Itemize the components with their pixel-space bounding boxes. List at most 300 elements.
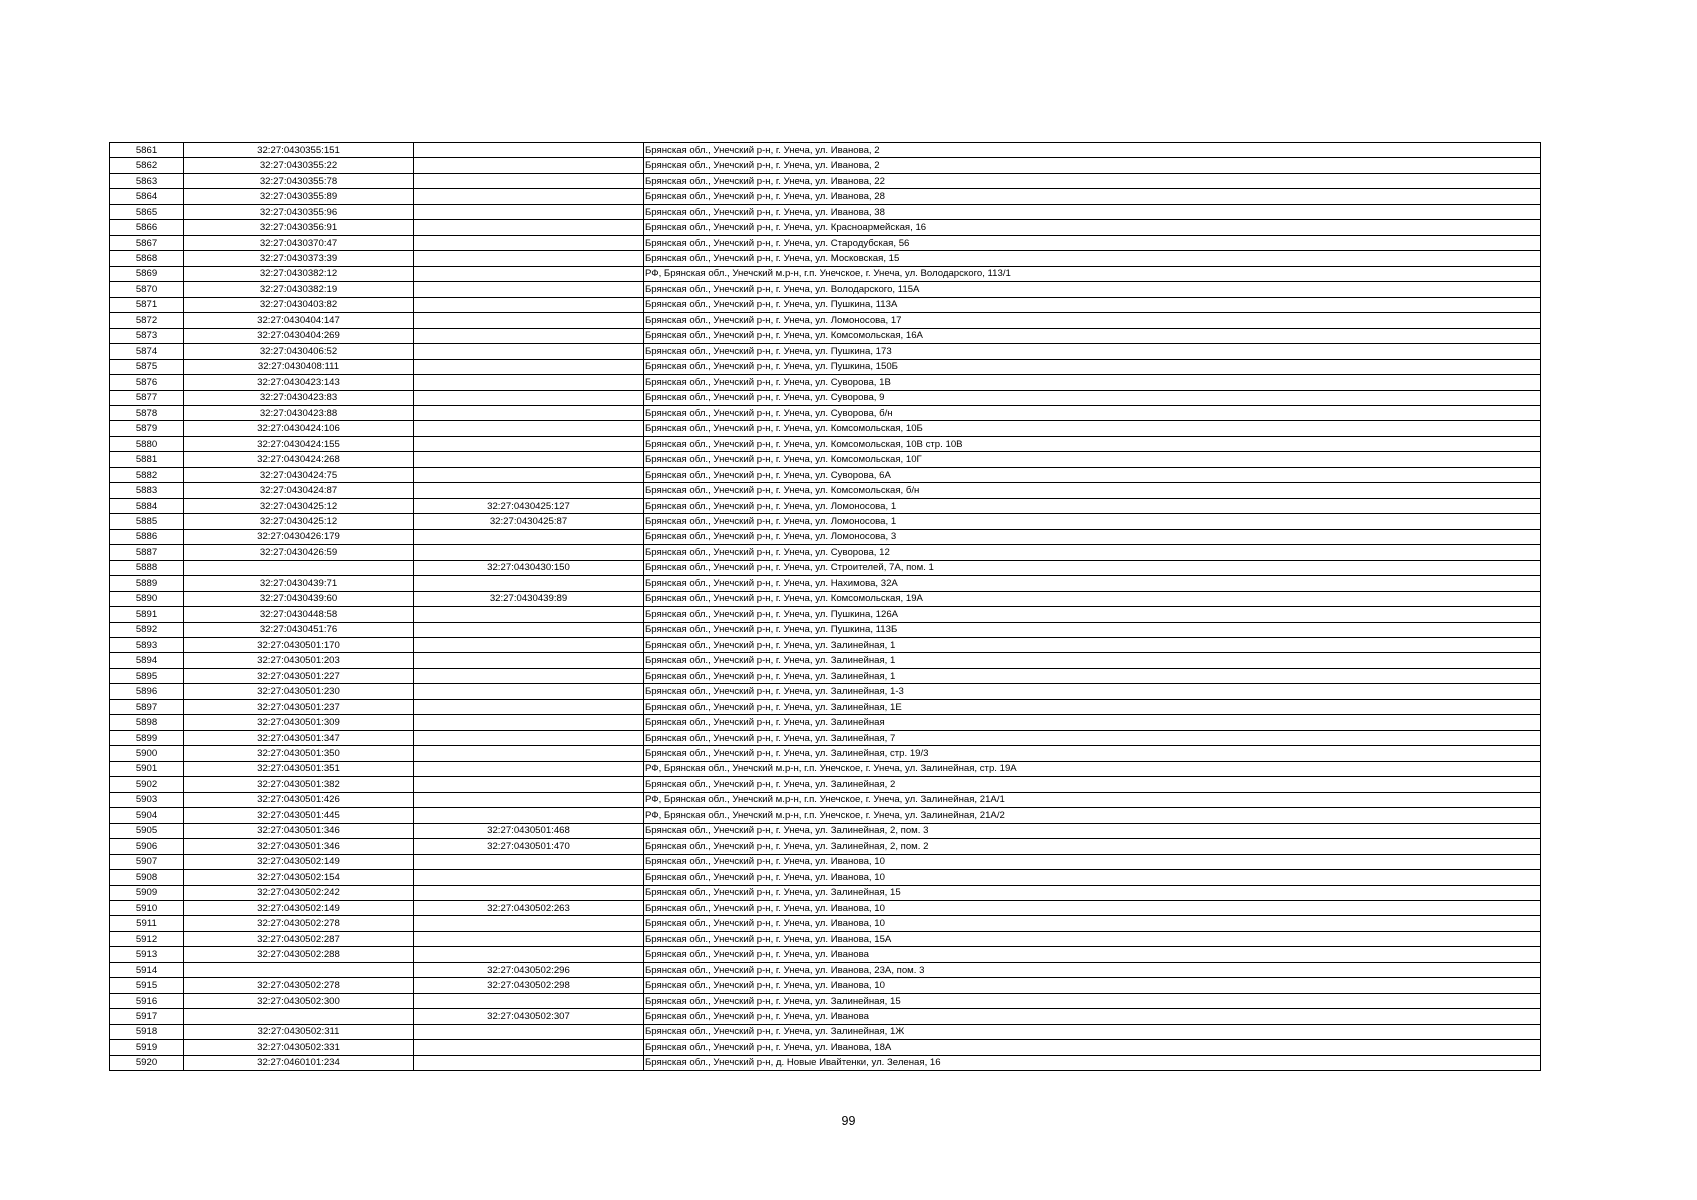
cadastral-number-cell: 32:27:0430448:58 bbox=[184, 607, 414, 622]
row-number-cell: 5865 bbox=[110, 204, 184, 219]
row-number-cell: 5899 bbox=[110, 730, 184, 745]
cadastral-number-cell: 32:27:0430370:47 bbox=[184, 235, 414, 250]
row-number-cell: 5907 bbox=[110, 854, 184, 869]
row-number-cell: 5864 bbox=[110, 189, 184, 204]
row-number-cell: 5891 bbox=[110, 607, 184, 622]
row-number-cell: 5902 bbox=[110, 777, 184, 792]
related-cadastral-number-cell bbox=[414, 452, 644, 467]
address-cell: Брянская обл., Унечский р-н, г. Унеча, ул. Иванова, 22 bbox=[644, 173, 1541, 188]
cadastral-number-cell: 32:27:0430501:382 bbox=[184, 777, 414, 792]
table-row bbox=[110, 390, 1541, 405]
related-cadastral-number-cell: 32:27:0430425:127 bbox=[414, 498, 644, 513]
related-cadastral-number-cell bbox=[414, 235, 644, 250]
address-cell: Брянская обл., Унечский р-н, г. Унеча, ул. Суворова, 12 bbox=[644, 545, 1541, 560]
related-cadastral-number-cell bbox=[414, 870, 644, 885]
related-cadastral-number-cell bbox=[414, 313, 644, 328]
related-cadastral-number-cell bbox=[414, 189, 644, 204]
related-cadastral-number-cell bbox=[414, 173, 644, 188]
table-row bbox=[110, 900, 1541, 915]
related-cadastral-number-cell bbox=[414, 390, 644, 405]
row-number-cell: 5872 bbox=[110, 313, 184, 328]
table-row bbox=[110, 1009, 1541, 1024]
table-row bbox=[110, 359, 1541, 374]
address-cell: Брянская обл., Унечский р-н, г. Унеча, ул. Нахимова, 32А bbox=[644, 576, 1541, 591]
related-cadastral-number-cell: 32:27:0430501:468 bbox=[414, 823, 644, 838]
address-cell: Брянская обл., Унечский р-н, г. Унеча, ул. Залинейная, 1Е bbox=[644, 699, 1541, 714]
table-row bbox=[110, 916, 1541, 931]
related-cadastral-number-cell bbox=[414, 344, 644, 359]
cadastral-number-cell: 32:27:0430502:278 bbox=[184, 978, 414, 993]
table-row bbox=[110, 978, 1541, 993]
address-cell: РФ, Брянская обл., Унечский м.р-н, г.п. Унечское, г. Унеча, ул. Володарского, 113/1 bbox=[644, 266, 1541, 281]
related-cadastral-number-cell bbox=[414, 699, 644, 714]
address-cell: Брянская обл., Унечский р-н, г. Унеча, ул. Залинейная, 15 bbox=[644, 993, 1541, 1008]
cadastral-number-cell: 32:27:0430502:311 bbox=[184, 1024, 414, 1039]
address-cell: Брянская обл., Унечский р-н, г. Унеча, ул. Пушкина, 113А bbox=[644, 297, 1541, 312]
related-cadastral-number-cell bbox=[414, 916, 644, 931]
table-row bbox=[110, 576, 1541, 591]
row-number-cell: 5875 bbox=[110, 359, 184, 374]
cadastral-number-cell: 32:27:0430425:12 bbox=[184, 498, 414, 513]
related-cadastral-number-cell bbox=[414, 746, 644, 761]
table-row bbox=[110, 436, 1541, 451]
cadastral-number-cell: 32:27:0430501:346 bbox=[184, 839, 414, 854]
cadastral-number-cell: 32:27:0430501:230 bbox=[184, 684, 414, 699]
related-cadastral-number-cell: 32:27:0430439:89 bbox=[414, 591, 644, 606]
table-row bbox=[110, 235, 1541, 250]
cadastral-number-cell: 32:27:0430403:82 bbox=[184, 297, 414, 312]
cadastral-number-cell: 32:27:0430382:12 bbox=[184, 266, 414, 281]
cadastral-number-cell: 32:27:0430424:106 bbox=[184, 421, 414, 436]
cadastral-number-cell: 32:27:0430424:87 bbox=[184, 483, 414, 498]
cadastral-number-cell: 32:27:0430355:96 bbox=[184, 204, 414, 219]
row-number-cell: 5887 bbox=[110, 545, 184, 560]
table-row bbox=[110, 808, 1541, 823]
cadastral-number-cell: 32:27:0430426:179 bbox=[184, 529, 414, 544]
address-cell: Брянская обл., Унечский р-н, г. Унеча, ул. Иванова, 38 bbox=[644, 204, 1541, 219]
table-row bbox=[110, 746, 1541, 761]
cadastral-number-cell: 32:27:0430426:59 bbox=[184, 545, 414, 560]
related-cadastral-number-cell: 32:27:0430502:296 bbox=[414, 962, 644, 977]
cadastral-number-cell: 32:27:0430355:151 bbox=[184, 143, 414, 158]
row-number-cell: 5892 bbox=[110, 622, 184, 637]
related-cadastral-number-cell bbox=[414, 607, 644, 622]
table-row bbox=[110, 560, 1541, 575]
address-cell: Брянская обл., Унечский р-н, г. Унеча, ул. Иванова, 18А bbox=[644, 1040, 1541, 1055]
row-number-cell: 5912 bbox=[110, 931, 184, 946]
row-number-cell: 5897 bbox=[110, 699, 184, 714]
related-cadastral-number-cell bbox=[414, 467, 644, 482]
related-cadastral-number-cell bbox=[414, 251, 644, 266]
address-cell: Брянская обл., Унечский р-н, г. Унеча, ул. Московская, 15 bbox=[644, 251, 1541, 266]
cadastral-number-cell: 32:27:0430451:76 bbox=[184, 622, 414, 637]
address-cell: Брянская обл., Унечский р-н, г. Унеча, ул. Иванова, 28 bbox=[644, 189, 1541, 204]
cadastral-number-cell: 32:27:0430425:12 bbox=[184, 514, 414, 529]
address-cell: Брянская обл., Унечский р-н, г. Унеча, ул. Пушкина, 113Б bbox=[644, 622, 1541, 637]
address-cell: Брянская обл., Унечский р-н, г. Унеча, ул. Залинейная, 1 bbox=[644, 653, 1541, 668]
address-cell: Брянская обл., Унечский р-н, г. Унеча, ул. Залинейная bbox=[644, 715, 1541, 730]
related-cadastral-number-cell: 32:27:0430502:307 bbox=[414, 1009, 644, 1024]
table-row bbox=[110, 653, 1541, 668]
related-cadastral-number-cell bbox=[414, 204, 644, 219]
table-row bbox=[110, 375, 1541, 390]
related-cadastral-number-cell bbox=[414, 143, 644, 158]
address-cell: РФ, Брянская обл., Унечский м.р-н, г.п. Унечское, г. Унеча, ул. Залинейная, стр. 19А bbox=[644, 761, 1541, 776]
address-cell: РФ, Брянская обл., Унечский м.р-н, г.п. Унечское, г. Унеча, ул. Залинейная, 21А/2 bbox=[644, 808, 1541, 823]
related-cadastral-number-cell: 32:27:0430425:87 bbox=[414, 514, 644, 529]
row-number-cell: 5878 bbox=[110, 405, 184, 420]
table-row bbox=[110, 638, 1541, 653]
cadastral-number-cell: 32:27:0430424:268 bbox=[184, 452, 414, 467]
row-number-cell: 5861 bbox=[110, 143, 184, 158]
cadastral-number-cell: 32:27:0430501:170 bbox=[184, 638, 414, 653]
table-row bbox=[110, 529, 1541, 544]
table-row bbox=[110, 962, 1541, 977]
row-number-cell: 5915 bbox=[110, 978, 184, 993]
related-cadastral-number-cell bbox=[414, 266, 644, 281]
row-number-cell: 5896 bbox=[110, 684, 184, 699]
address-cell: Брянская обл., Унечский р-н, г. Унеча, ул. Строителей, 7А, пом. 1 bbox=[644, 560, 1541, 575]
address-cell: Брянская обл., Унечский р-н, г. Унеча, ул. Ломоносова, 3 bbox=[644, 529, 1541, 544]
row-number-cell: 5885 bbox=[110, 514, 184, 529]
cadastral-number-cell: 32:27:0430355:22 bbox=[184, 158, 414, 173]
address-cell: Брянская обл., Унечский р-н, г. Унеча, ул. Иванова, 10 bbox=[644, 978, 1541, 993]
related-cadastral-number-cell bbox=[414, 1024, 644, 1039]
address-cell: Брянская обл., Унечский р-н, г. Унеча, ул. Иванова, 2 bbox=[644, 143, 1541, 158]
cadastral-number-cell: 32:27:0430404:147 bbox=[184, 313, 414, 328]
table-row bbox=[110, 699, 1541, 714]
cadastral-number-cell: 32:27:0430501:426 bbox=[184, 792, 414, 807]
address-cell: Брянская обл., Унечский р-н, г. Унеча, ул. Суворова, 6А bbox=[644, 467, 1541, 482]
cadastral-number-cell: 32:27:0430501:347 bbox=[184, 730, 414, 745]
row-number-cell: 5916 bbox=[110, 993, 184, 1008]
row-number-cell: 5890 bbox=[110, 591, 184, 606]
cadastral-number-cell: 32:27:0430439:60 bbox=[184, 591, 414, 606]
related-cadastral-number-cell bbox=[414, 483, 644, 498]
cadastral-number-cell: 32:27:0430501:351 bbox=[184, 761, 414, 776]
related-cadastral-number-cell bbox=[414, 529, 644, 544]
row-number-cell: 5868 bbox=[110, 251, 184, 266]
cadastral-number-cell: 32:27:0430356:91 bbox=[184, 220, 414, 235]
address-cell: Брянская обл., Унечский р-н, г. Унеча, ул. Залинейная, 1Ж bbox=[644, 1024, 1541, 1039]
table-row bbox=[110, 993, 1541, 1008]
row-number-cell: 5900 bbox=[110, 746, 184, 761]
row-number-cell: 5871 bbox=[110, 297, 184, 312]
cadastral-number-cell: 32:27:0430502:278 bbox=[184, 916, 414, 931]
table-row bbox=[110, 251, 1541, 266]
table-row bbox=[110, 885, 1541, 900]
cadastral-number-cell bbox=[184, 560, 414, 575]
address-cell: Брянская обл., Унечский р-н, г. Унеча, ул. Залинейная, 1 bbox=[644, 668, 1541, 683]
cadastral-number-cell: 32:27:0430501:203 bbox=[184, 653, 414, 668]
related-cadastral-number-cell: 32:27:0430501:470 bbox=[414, 839, 644, 854]
address-cell: Брянская обл., Унечский р-н, г. Унеча, ул. Залинейная, 2 bbox=[644, 777, 1541, 792]
address-cell: Брянская обл., Унечский р-н, г. Унеча, ул. Залинейная, 2, пом. 3 bbox=[644, 823, 1541, 838]
table-row bbox=[110, 421, 1541, 436]
cadastral-number-cell bbox=[184, 962, 414, 977]
row-number-cell: 5909 bbox=[110, 885, 184, 900]
address-cell: Брянская обл., Унечский р-н, г. Унеча, ул. Пушкина, 150Б bbox=[644, 359, 1541, 374]
related-cadastral-number-cell bbox=[414, 777, 644, 792]
related-cadastral-number-cell bbox=[414, 854, 644, 869]
table-row bbox=[110, 344, 1541, 359]
related-cadastral-number-cell bbox=[414, 730, 644, 745]
table-row bbox=[110, 591, 1541, 606]
address-cell: Брянская обл., Унечский р-н, г. Унеча, ул. Иванова, 15А bbox=[644, 931, 1541, 946]
table-row bbox=[110, 1040, 1541, 1055]
table-row bbox=[110, 328, 1541, 343]
row-number-cell: 5879 bbox=[110, 421, 184, 436]
cadastral-number-cell: 32:27:0430424:75 bbox=[184, 467, 414, 482]
address-cell: Брянская обл., Унечский р-н, г. Унеча, ул. Иванова bbox=[644, 1009, 1541, 1024]
related-cadastral-number-cell bbox=[414, 405, 644, 420]
address-cell: Брянская обл., Унечский р-н, г. Унеча, ул. Суворова, 9 bbox=[644, 390, 1541, 405]
table-row bbox=[110, 483, 1541, 498]
row-number-cell: 5905 bbox=[110, 823, 184, 838]
cadastral-number-cell: 32:27:0430502:149 bbox=[184, 900, 414, 915]
table-row bbox=[110, 467, 1541, 482]
row-number-cell: 5869 bbox=[110, 266, 184, 281]
row-number-cell: 5874 bbox=[110, 344, 184, 359]
table-row bbox=[110, 204, 1541, 219]
address-cell: Брянская обл., Унечский р-н, д. Новые Ивайтенки, ул. Зеленая, 16 bbox=[644, 1055, 1541, 1070]
row-number-cell: 5880 bbox=[110, 436, 184, 451]
cadastral-number-cell: 32:27:0460101:234 bbox=[184, 1055, 414, 1070]
address-cell: Брянская обл., Унечский р-н, г. Унеча, ул. Комсомольская, 10В стр. 10В bbox=[644, 436, 1541, 451]
cadastral-number-cell: 32:27:0430423:88 bbox=[184, 405, 414, 420]
row-number-cell: 5918 bbox=[110, 1024, 184, 1039]
address-cell: Брянская обл., Унечский р-н, г. Унеча, ул. Залинейная, 7 bbox=[644, 730, 1541, 745]
row-number-cell: 5914 bbox=[110, 962, 184, 977]
address-cell: Брянская обл., Унечский р-н, г. Унеча, ул. Иванова, 2 bbox=[644, 158, 1541, 173]
row-number-cell: 5863 bbox=[110, 173, 184, 188]
address-cell: Брянская обл., Унечский р-н, г. Унеча, ул. Комсомольская, 19А bbox=[644, 591, 1541, 606]
address-cell: Брянская обл., Унечский р-н, г. Унеча, ул. Иванова, 10 bbox=[644, 900, 1541, 915]
row-number-cell: 5903 bbox=[110, 792, 184, 807]
cadastral-number-cell: 32:27:0430408:111 bbox=[184, 359, 414, 374]
row-number-cell: 5906 bbox=[110, 839, 184, 854]
cadastral-number-cell: 32:27:0430501:309 bbox=[184, 715, 414, 730]
table-row bbox=[110, 607, 1541, 622]
related-cadastral-number-cell: 32:27:0430430:150 bbox=[414, 560, 644, 575]
related-cadastral-number-cell bbox=[414, 436, 644, 451]
registry-table-body bbox=[110, 143, 1541, 1071]
table-row bbox=[110, 823, 1541, 838]
related-cadastral-number-cell bbox=[414, 1055, 644, 1070]
related-cadastral-number-cell bbox=[414, 282, 644, 297]
table-row bbox=[110, 870, 1541, 885]
address-cell: Брянская обл., Унечский р-н, г. Унеча, ул. Пушкина, 126А bbox=[644, 607, 1541, 622]
row-number-cell: 5889 bbox=[110, 576, 184, 591]
cadastral-number-cell: 32:27:0430502:300 bbox=[184, 993, 414, 1008]
related-cadastral-number-cell: 32:27:0430502:298 bbox=[414, 978, 644, 993]
table-row bbox=[110, 282, 1541, 297]
table-row bbox=[110, 313, 1541, 328]
address-cell: Брянская обл., Унечский р-н, г. Унеча, ул. Залинейная, 15 bbox=[644, 885, 1541, 900]
table-row bbox=[110, 405, 1541, 420]
address-cell: Брянская обл., Унечский р-н, г. Унеча, ул. Ломоносова, 17 bbox=[644, 313, 1541, 328]
address-cell: Брянская обл., Унечский р-н, г. Унеча, ул. Залинейная, стр. 19/3 bbox=[644, 746, 1541, 761]
cadastral-number-cell: 32:27:0430373:39 bbox=[184, 251, 414, 266]
table-row bbox=[110, 220, 1541, 235]
cadastral-number-cell: 32:27:0430424:155 bbox=[184, 436, 414, 451]
address-cell: Брянская обл., Унечский р-н, г. Унеча, ул. Комсомольская, 10Г bbox=[644, 452, 1541, 467]
cadastral-number-cell: 32:27:0430355:89 bbox=[184, 189, 414, 204]
related-cadastral-number-cell bbox=[414, 684, 644, 699]
table-row bbox=[110, 189, 1541, 204]
cadastral-number-cell: 32:27:0430502:287 bbox=[184, 931, 414, 946]
related-cadastral-number-cell bbox=[414, 947, 644, 962]
address-cell: Брянская обл., Унечский р-н, г. Унеча, ул. Суворова, б/н bbox=[644, 405, 1541, 420]
cadastral-number-cell: 32:27:0430406:52 bbox=[184, 344, 414, 359]
address-cell: Брянская обл., Унечский р-н, г. Унеча, ул. Залинейная, 1 bbox=[644, 638, 1541, 653]
related-cadastral-number-cell bbox=[414, 158, 644, 173]
cadastral-number-cell: 32:27:0430501:346 bbox=[184, 823, 414, 838]
address-cell: РФ, Брянская обл., Унечский м.р-н, г.п. Унечское, г. Унеча, ул. Залинейная, 21А/1 bbox=[644, 792, 1541, 807]
cadastral-number-cell: 32:27:0430382:19 bbox=[184, 282, 414, 297]
table-row bbox=[110, 173, 1541, 188]
related-cadastral-number-cell bbox=[414, 375, 644, 390]
cadastral-number-cell: 32:27:0430501:445 bbox=[184, 808, 414, 823]
table-row bbox=[110, 792, 1541, 807]
related-cadastral-number-cell bbox=[414, 993, 644, 1008]
related-cadastral-number-cell bbox=[414, 421, 644, 436]
related-cadastral-number-cell bbox=[414, 545, 644, 560]
row-number-cell: 5910 bbox=[110, 900, 184, 915]
table-row bbox=[110, 730, 1541, 745]
related-cadastral-number-cell bbox=[414, 1040, 644, 1055]
address-cell: Брянская обл., Унечский р-н, г. Унеча, ул. Иванова, 10 bbox=[644, 916, 1541, 931]
row-number-cell: 5894 bbox=[110, 653, 184, 668]
address-cell: Брянская обл., Унечский р-н, г. Унеча, ул. Ломоносова, 1 bbox=[644, 498, 1541, 513]
table-row bbox=[110, 158, 1541, 173]
related-cadastral-number-cell bbox=[414, 931, 644, 946]
address-cell: Брянская обл., Унечский р-н, г. Унеча, ул. Суворова, 1В bbox=[644, 375, 1541, 390]
row-number-cell: 5893 bbox=[110, 638, 184, 653]
table-row bbox=[110, 715, 1541, 730]
table-row bbox=[110, 498, 1541, 513]
table-row bbox=[110, 1024, 1541, 1039]
related-cadastral-number-cell bbox=[414, 715, 644, 730]
cadastral-number-cell: 32:27:0430355:78 bbox=[184, 173, 414, 188]
address-cell: Брянская обл., Унечский р-н, г. Унеча, ул. Стародубская, 56 bbox=[644, 235, 1541, 250]
cadastral-number-cell: 32:27:0430502:149 bbox=[184, 854, 414, 869]
related-cadastral-number-cell bbox=[414, 638, 644, 653]
row-number-cell: 5862 bbox=[110, 158, 184, 173]
address-cell: Брянская обл., Унечский р-н, г. Унеча, ул. Комсомольская, б/н bbox=[644, 483, 1541, 498]
table-row bbox=[110, 143, 1541, 158]
row-number-cell: 5877 bbox=[110, 390, 184, 405]
row-number-cell: 5920 bbox=[110, 1055, 184, 1070]
table-row bbox=[110, 622, 1541, 637]
cadastral-number-cell: 32:27:0430501:350 bbox=[184, 746, 414, 761]
table-row bbox=[110, 266, 1541, 281]
cadastral-number-cell: 32:27:0430439:71 bbox=[184, 576, 414, 591]
cadastral-number-cell: 32:27:0430501:227 bbox=[184, 668, 414, 683]
row-number-cell: 5870 bbox=[110, 282, 184, 297]
address-cell: Брянская обл., Унечский р-н, г. Унеча, ул. Володарского, 115А bbox=[644, 282, 1541, 297]
related-cadastral-number-cell bbox=[414, 622, 644, 637]
address-cell: Брянская обл., Унечский р-н, г. Унеча, ул. Залинейная, 2, пом. 2 bbox=[644, 839, 1541, 854]
table-row bbox=[110, 297, 1541, 312]
row-number-cell: 5898 bbox=[110, 715, 184, 730]
cadastral-number-cell: 32:27:0430502:331 bbox=[184, 1040, 414, 1055]
address-cell: Брянская обл., Унечский р-н, г. Унеча, ул. Комсомольская, 16А bbox=[644, 328, 1541, 343]
row-number-cell: 5908 bbox=[110, 870, 184, 885]
table-row bbox=[110, 514, 1541, 529]
address-cell: Брянская обл., Унечский р-н, г. Унеча, ул. Комсомольская, 10Б bbox=[644, 421, 1541, 436]
row-number-cell: 5886 bbox=[110, 529, 184, 544]
row-number-cell: 5913 bbox=[110, 947, 184, 962]
related-cadastral-number-cell bbox=[414, 668, 644, 683]
table-row bbox=[110, 839, 1541, 854]
address-cell: Брянская обл., Унечский р-н, г. Унеча, ул. Иванова bbox=[644, 947, 1541, 962]
row-number-cell: 5901 bbox=[110, 761, 184, 776]
cadastral-registry-table bbox=[109, 142, 1541, 1071]
table-row bbox=[110, 854, 1541, 869]
row-number-cell: 5884 bbox=[110, 498, 184, 513]
cadastral-number-cell bbox=[184, 1009, 414, 1024]
related-cadastral-number-cell bbox=[414, 220, 644, 235]
cadastral-number-cell: 32:27:0430404:269 bbox=[184, 328, 414, 343]
row-number-cell: 5917 bbox=[110, 1009, 184, 1024]
table-row bbox=[110, 931, 1541, 946]
table-row bbox=[110, 777, 1541, 792]
table-row bbox=[110, 545, 1541, 560]
address-cell: Брянская обл., Унечский р-н, г. Унеча, ул. Пушкина, 173 bbox=[644, 344, 1541, 359]
row-number-cell: 5867 bbox=[110, 235, 184, 250]
address-cell: Брянская обл., Унечский р-н, г. Унеча, ул. Иванова, 10 bbox=[644, 870, 1541, 885]
row-number-cell: 5888 bbox=[110, 560, 184, 575]
cadastral-number-cell: 32:27:0430502:288 bbox=[184, 947, 414, 962]
row-number-cell: 5882 bbox=[110, 467, 184, 482]
row-number-cell: 5895 bbox=[110, 668, 184, 683]
row-number-cell: 5911 bbox=[110, 916, 184, 931]
row-number-cell: 5876 bbox=[110, 375, 184, 390]
row-number-cell: 5873 bbox=[110, 328, 184, 343]
page-number: 99 bbox=[841, 1114, 856, 1128]
address-cell: Брянская обл., Унечский р-н, г. Унеча, ул. Красноармейская, 16 bbox=[644, 220, 1541, 235]
cadastral-number-cell: 32:27:0430423:83 bbox=[184, 390, 414, 405]
related-cadastral-number-cell bbox=[414, 885, 644, 900]
related-cadastral-number-cell bbox=[414, 328, 644, 343]
related-cadastral-number-cell: 32:27:0430502:263 bbox=[414, 900, 644, 915]
address-cell: Брянская обл., Унечский р-н, г. Унеча, ул. Ломоносова, 1 bbox=[644, 514, 1541, 529]
related-cadastral-number-cell bbox=[414, 576, 644, 591]
table-row bbox=[110, 761, 1541, 776]
row-number-cell: 5883 bbox=[110, 483, 184, 498]
cadastral-number-cell: 32:27:0430501:237 bbox=[184, 699, 414, 714]
address-cell: Брянская обл., Унечский р-н, г. Унеча, ул. Залинейная, 1-3 bbox=[644, 684, 1541, 699]
table-row bbox=[110, 668, 1541, 683]
row-number-cell: 5881 bbox=[110, 452, 184, 467]
address-cell: Брянская обл., Унечский р-н, г. Унеча, ул. Иванова, 10 bbox=[644, 854, 1541, 869]
row-number-cell: 5866 bbox=[110, 220, 184, 235]
related-cadastral-number-cell bbox=[414, 359, 644, 374]
address-cell: Брянская обл., Унечский р-н, г. Унеча, ул. Иванова, 23А, пом. 3 bbox=[644, 962, 1541, 977]
row-number-cell: 5904 bbox=[110, 808, 184, 823]
cadastral-number-cell: 32:27:0430502:242 bbox=[184, 885, 414, 900]
table-row bbox=[110, 684, 1541, 699]
related-cadastral-number-cell bbox=[414, 653, 644, 668]
related-cadastral-number-cell bbox=[414, 792, 644, 807]
cadastral-number-cell: 32:27:0430423:143 bbox=[184, 375, 414, 390]
row-number-cell: 5919 bbox=[110, 1040, 184, 1055]
related-cadastral-number-cell bbox=[414, 297, 644, 312]
related-cadastral-number-cell bbox=[414, 808, 644, 823]
table-row bbox=[110, 1055, 1541, 1070]
table-row bbox=[110, 947, 1541, 962]
